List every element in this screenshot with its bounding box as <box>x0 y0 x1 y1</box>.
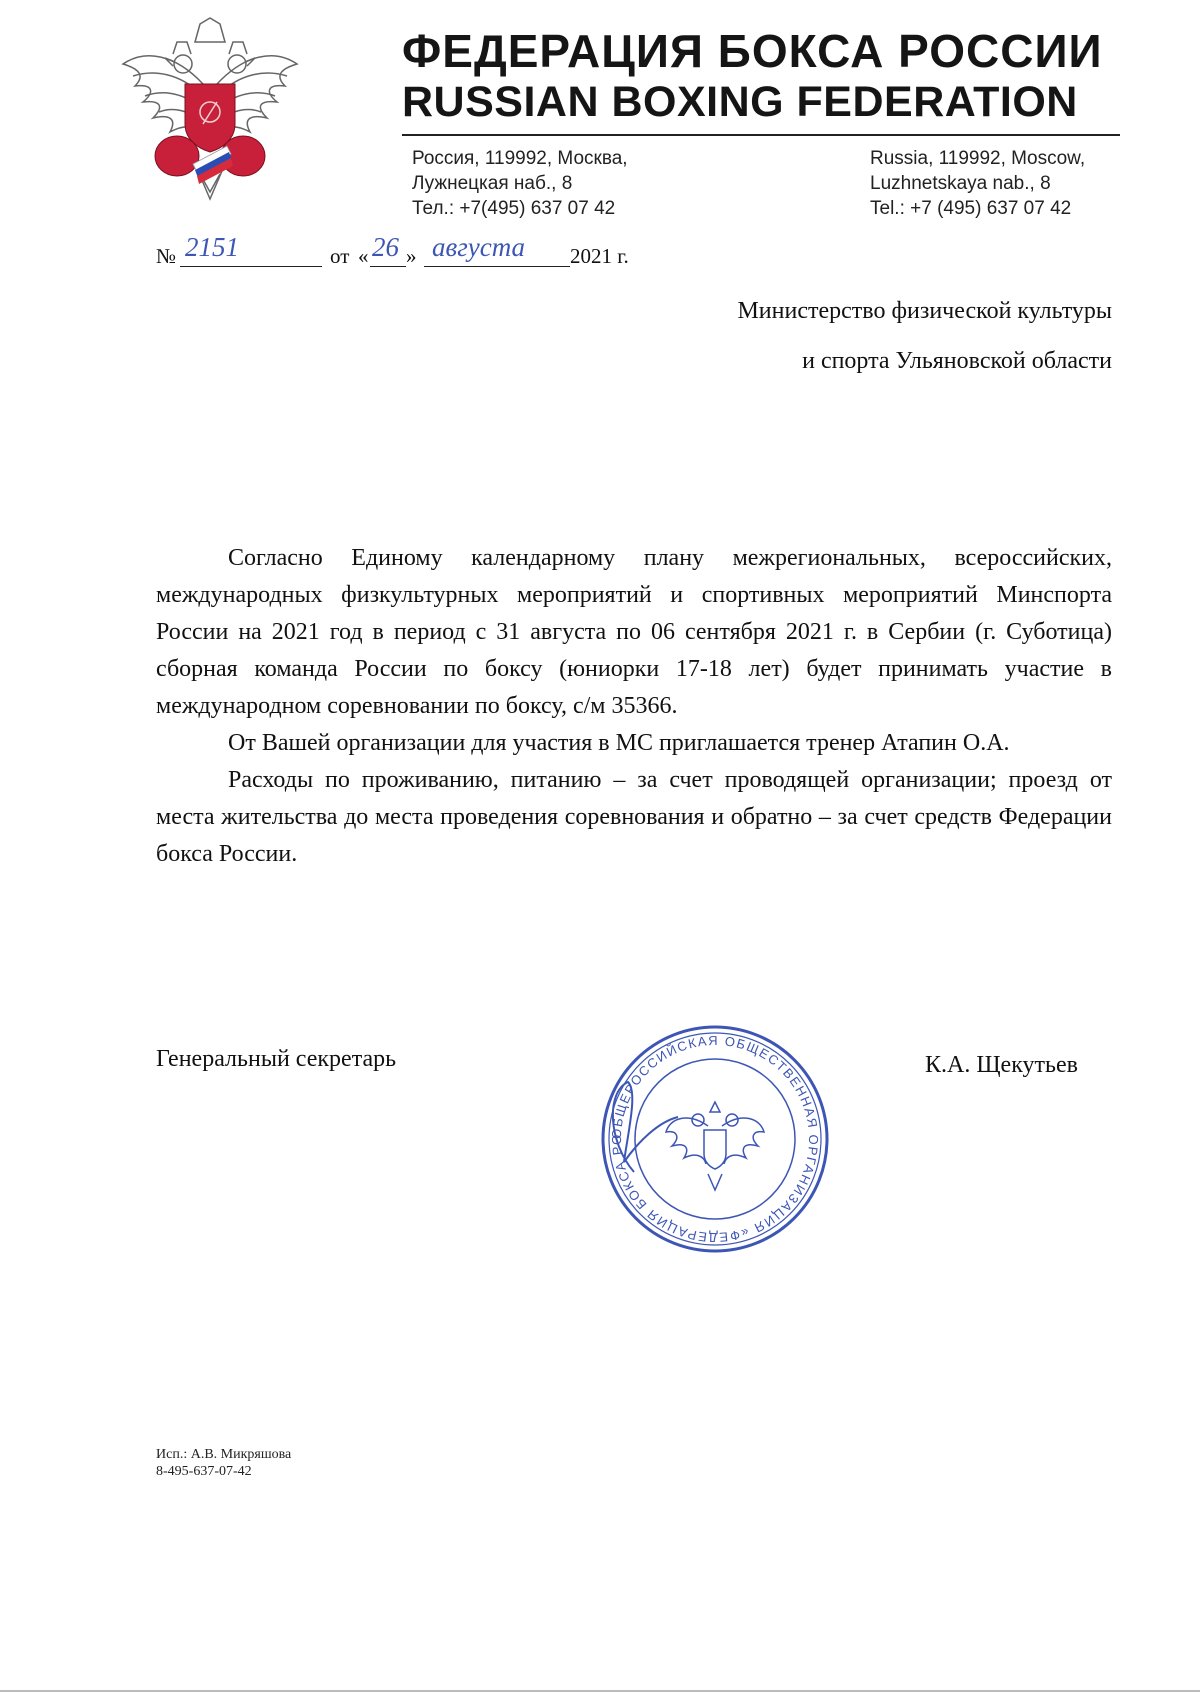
month-underline <box>424 266 570 267</box>
letter-body <box>156 540 1112 873</box>
organization-name-en: RUSSIAN BOXING FEDERATION <box>402 78 1078 126</box>
address-en <box>870 146 1085 221</box>
address-en-line: Tel.: +7 (495) 637 07 42 <box>870 198 1072 219</box>
page-bottom-edge <box>0 1690 1200 1692</box>
signatory-title: Генеральный секретарь <box>156 1046 397 1072</box>
stamp-text: ОБЩЕРОССИЙСКАЯ ОБЩЕСТВЕННАЯ ОРГАНИЗАЦИЯ «ФЕДЕРАЦИЯ БОКСА РО <box>608 1032 822 1246</box>
day-underline <box>370 266 406 267</box>
number-underline <box>180 266 322 267</box>
organization-name-ru: ФЕДЕРАЦИЯ БОКСА РОССИИ <box>402 25 1103 77</box>
letter-number: 2151 <box>185 232 239 262</box>
quote-close: » <box>406 244 417 268</box>
number-label: № <box>156 244 177 268</box>
body-paragraph: От Вашей организации для участия в МС приглашается тренер Атапин О.А. <box>228 730 1010 756</box>
address-ru-line: Россия, 119992, Москва, <box>412 148 628 169</box>
executor-phone: 8-495-637-07-42 <box>156 1464 252 1479</box>
eagle-seal-icon <box>666 1102 764 1190</box>
executor-info <box>156 1446 291 1480</box>
address-en-line: Luzhnetskaya nab., 8 <box>870 173 1051 194</box>
date-from-label: от <box>330 244 350 268</box>
address-en-line: Russia, 119992, Moscow, <box>870 148 1086 169</box>
body-paragraph: Расходы по проживанию, питанию – за счет проводящей организации; проезд от места жительства до места проведения соревнования и обратно – за счет средств Федерации бокса России. <box>156 767 1112 867</box>
quote-open: « <box>358 244 369 268</box>
date-day: 26 <box>372 232 399 262</box>
recipient-line: и спорта Ульяновской области <box>802 348 1112 374</box>
executor-name: Исп.: А.В. Микряшова <box>156 1447 292 1462</box>
address-ru-line: Лужнецкая наб., 8 <box>412 173 573 194</box>
signatory-name: К.А. Щекутьев <box>925 1052 1078 1078</box>
date-year: 2021 г. <box>570 244 629 268</box>
address-ru-line: Тел.: +7(495) 637 07 42 <box>412 198 616 219</box>
letterhead-divider <box>402 134 1120 136</box>
federation-emblem-icon <box>115 14 305 206</box>
address-ru <box>412 146 628 221</box>
date-month: августа <box>432 232 526 262</box>
recipient-line: Министерство физической культуры <box>737 298 1112 324</box>
official-stamp <box>598 1022 832 1256</box>
body-paragraph: Согласно Единому календарному плану межрегиональных, всероссийских, международных физкультурных мероприятий и спортивных мероприятий Минспорта России на 2021 год в период с 31 августа по 06 сентября 2021 г. в Сербии (г. Суботица) сборная команда России по боксу (юниорки 17-18 лет) будет принимать участие в международном соревновании по боксу, с/м 35366. <box>156 545 1112 719</box>
